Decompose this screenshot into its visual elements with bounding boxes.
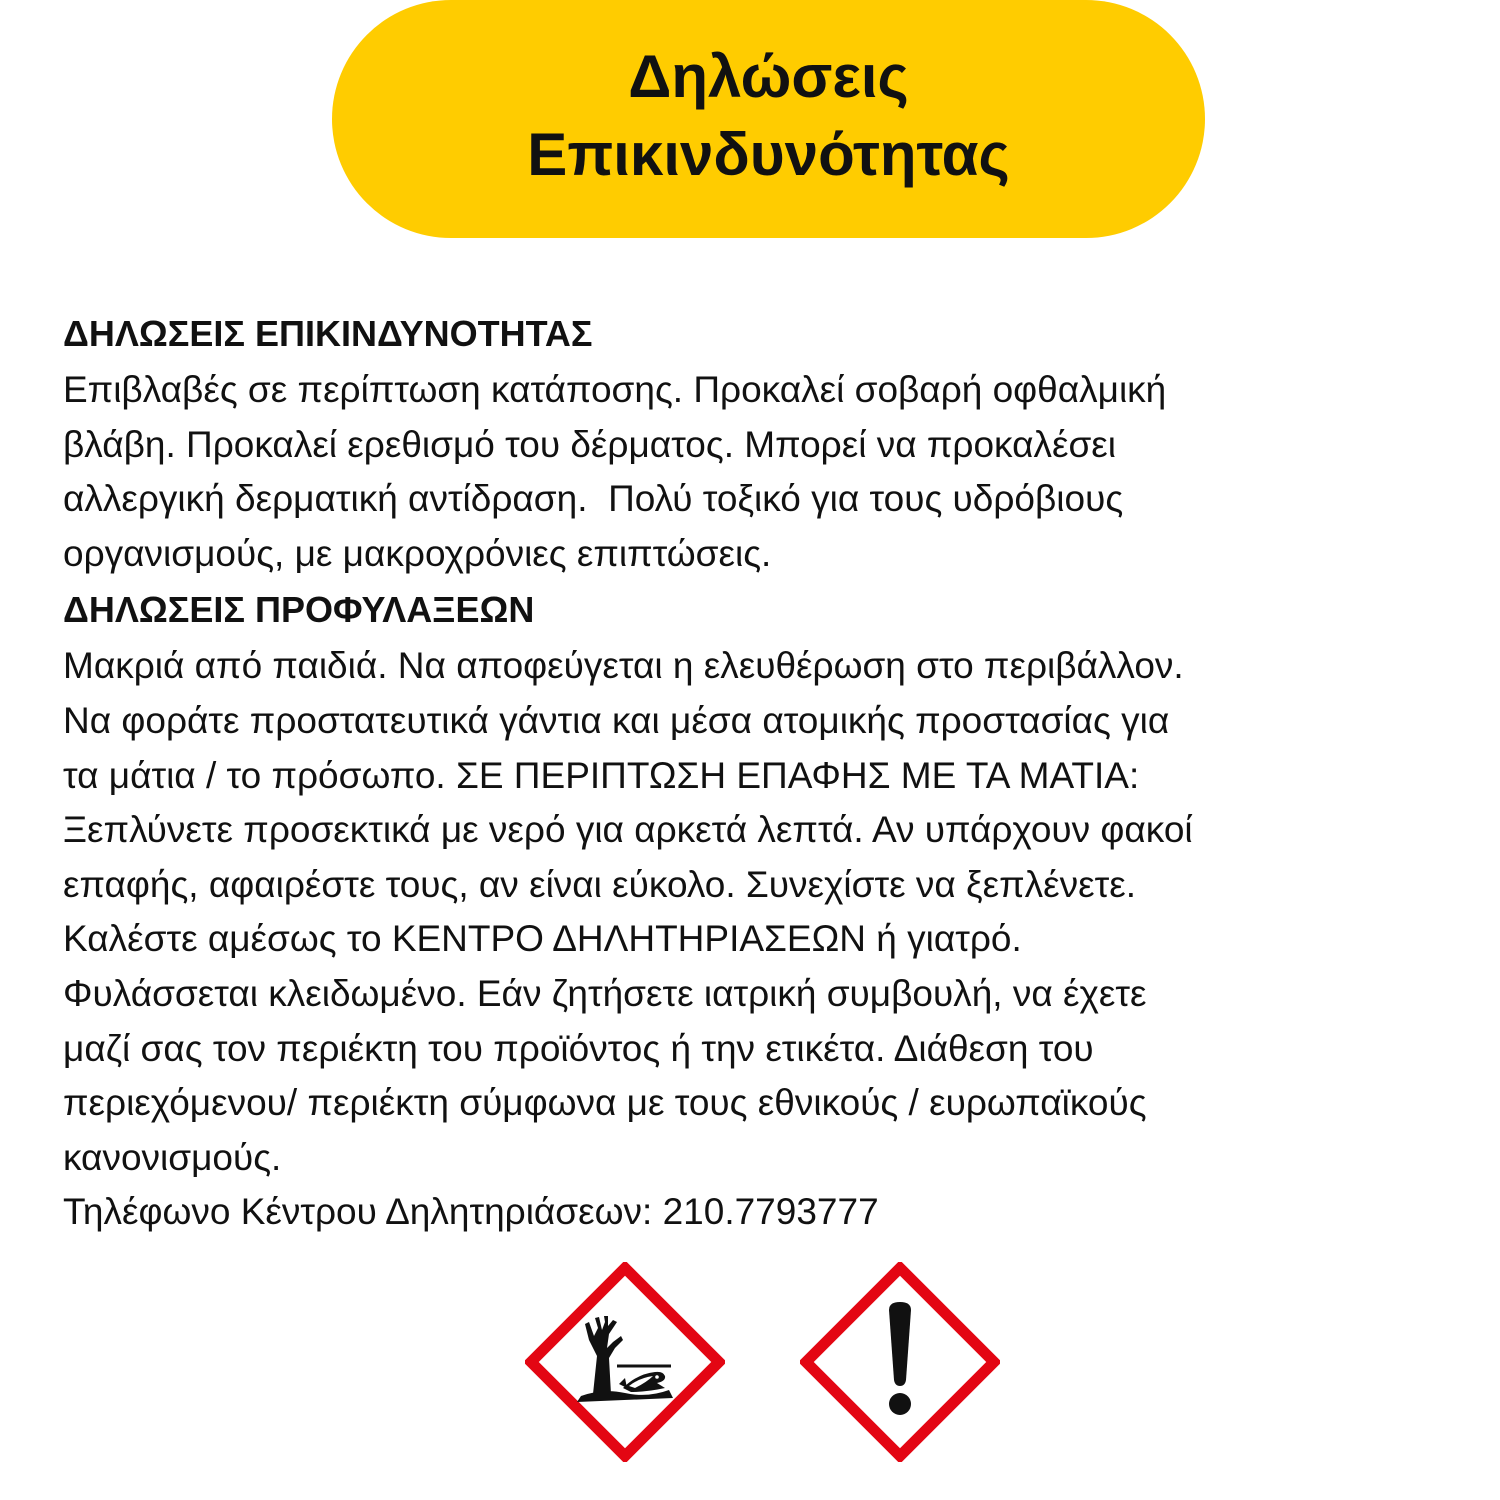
hazard-statement-line: οργανισμούς, με μακροχρόνιες επιπτώσεις. (63, 532, 772, 574)
precaution-statement-line: τα μάτια / το πρόσωπο. ΣΕ ΠΕΡΙΠΤΩΣΗ ΕΠΑΦΗΣ ΜΕ ΤΑ ΜΑΤΙΑ: (63, 754, 1140, 796)
environment-hazard-icon (525, 1262, 725, 1462)
hazard-statement-line: Επιβλαβές σε περίπτωση κατάποσης. Προκαλεί σοβαρή οφθαλμική (63, 369, 1167, 410)
precaution-statement-line: Να φοράτε προστατευτικά γάντια και μέσα ατομικής προστασίας για (63, 699, 1170, 741)
precaution-statement-line: μαζί σας τον περιέκτη του προϊόντος ή την ετικέτα. Διάθεση του (63, 1027, 1094, 1069)
precaution-statements-heading: ΔΗΛΩΣΕΙΣ ΠΡΟΦΥΛΑΞΕΩΝ (63, 589, 535, 631)
hazard-statement-line: βλάβη. Προκαλεί ερεθισμό του δέρματος. Μπορεί να προκαλέσει (63, 423, 1117, 465)
title-line-2: Επικινδυνότητας (527, 121, 1010, 188)
ghs-pictograms (0, 1262, 1500, 1472)
exclamation-mark-icon (800, 1262, 1000, 1462)
precaution-statement-line: επαφής, αφαιρέστε τους, αν είναι εύκολο. Συνεχίστε να ξεπλένετε. (63, 863, 1137, 905)
precaution-statement-line: Καλέστε αμέσως το ΚΕΝΤΡΟ ΔΗΛΗΤΗΡΙΑΣΕΩΝ ή γιατρό. (63, 918, 1022, 960)
precaution-statement-line: περιεχόμενου/ περιέκτη σύμφωνα με τους εθνικούς / ευρωπαϊκούς (63, 1082, 1147, 1124)
hazard-statement-line: αλλεργική δερματική αντίδραση. Πολύ τοξικό για τους υδρόβιους (63, 478, 1124, 520)
hazard-statements-heading: ΔΗΛΩΣΕΙΣ ΕΠΙΚΙΝΔΥΝΟΤΗΤΑΣ (63, 313, 593, 354)
title-line-1: Δηλώσεις (628, 43, 909, 110)
precaution-statement-line: Μακριά από παιδιά. Να αποφεύγεται η ελευθέρωση στο περιβάλλον. (63, 645, 1184, 687)
statements-content (63, 305, 1463, 1240)
precaution-statement-line: κανονισμούς. (63, 1136, 282, 1178)
precaution-statement-line: Ξεπλύνετε προσεκτικά με νερό για αρκετά λεπτά. Αν υπάρχουν φακοί (63, 809, 1193, 851)
precaution-statement-line: Φυλάσσεται κλειδωμένο. Εάν ζητήσετε ιατρική συμβουλή, να έχετε (63, 972, 1147, 1014)
poison-center-phone: Τηλέφωνο Κέντρου Δηλητηριάσεων: 210.7793777 (63, 1191, 879, 1233)
title-banner (332, 0, 1205, 238)
